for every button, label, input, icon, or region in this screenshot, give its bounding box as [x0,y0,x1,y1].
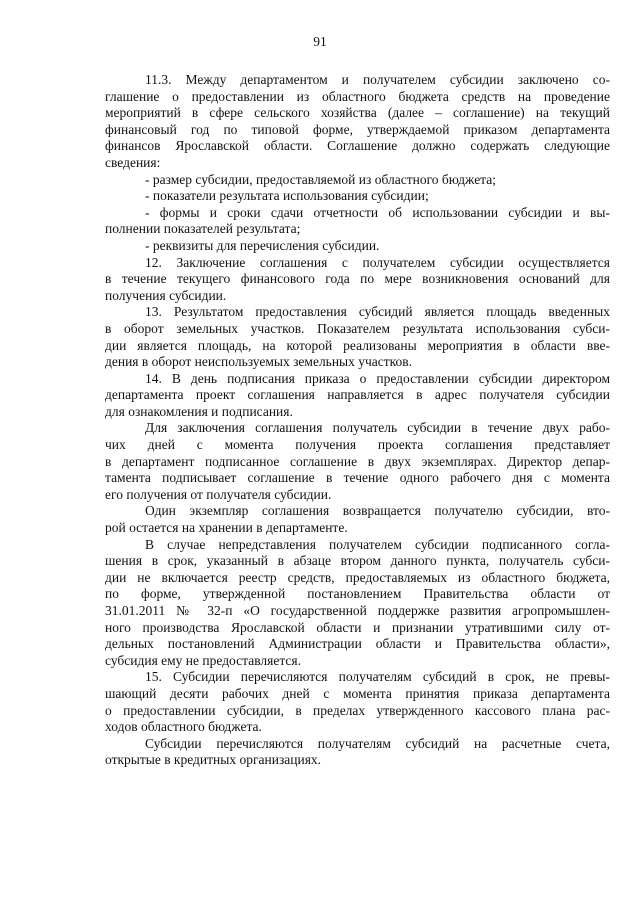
text-line: по форме, утвержденной постановлением Правительства области от [105,586,610,602]
text-line: 11.3. Между департаментом и получателем субсидии заключено со- [145,72,610,87]
text-line: - показатели результата использования субсидии; [145,188,429,204]
text-line: дии является площадь, на которой реализованы мероприятия в области вве- [105,337,610,353]
text-line: 15. Субсидии перечисляются получателям субсидий в срок, не превы- [145,669,610,685]
text-line: о предоставлении субсидии, в пределах утвержденного кассового плана рас- [105,702,610,718]
text-line: 31.01.2011 № 32-п «О государственной поддержке развития агропромышлен- [105,603,610,618]
text-line: Субсидии перечисляются получателям субсидий на расчетные счета, [145,735,610,751]
text-line: мероприятий в сфере сельского хозяйства (далее – соглашение) на текущий [105,105,610,121]
text-line: ходов областного бюджета. [105,719,262,735]
text-line: субсидия ему не предоставляется. [105,652,301,668]
text-line: полнении показателей результата; [105,221,301,237]
text-line: ного производства Ярославской области и признании утратившими силу от- [105,619,610,635]
text-line: финансовый год по типовой форме, утверждаемой приказом департамента [105,121,610,137]
text-line: - размер субсидии, предоставляемой из областного бюджета; [145,171,496,187]
text-line: департамента проект соглашения направляется в адрес получателя субсидии [105,387,610,403]
text-line: В случае непредставления получателем субсидии подписанного согла- [145,536,610,552]
text-line: рой остается на хранении в департаменте. [105,520,348,536]
text-line: шения в срок, указанный в абзаце втором данного пункта, получатель субси- [105,553,610,569]
text-line: дения в оборот неиспользуемых земельных участков. [105,354,413,370]
text-line: получения субсидии. [105,287,227,303]
text-line: его получения от получателя субсидии. [105,486,332,502]
text-line: открытые в кредитных организациях. [105,752,322,768]
text-line: в оборот земельных участков. Показателем результата использования субси- [105,320,610,336]
text-line: финансов Ярославской области. Соглашение должно содержать следующие [105,138,610,154]
text-line: тамента подписывает соглашение в течение одного рабочего дня с момента [105,470,610,486]
text-line: в течение текущего финансового года по мере возникновения оснований для [105,271,610,287]
text-line: 12. Заключение соглашения с получателем субсидии осуществляется [145,254,610,270]
text-line: глашение о предоставлении из областного бюджета средств на проведение [105,88,610,104]
text-line: для ознакомления и подписания. [105,403,293,419]
text-line: сведения: [105,154,161,170]
text-line: шающий десяти рабочих дней с момента принятия приказа департамента [105,685,610,701]
text-line: - формы и сроки сдачи отчетности об использовании субсидии и вы- [145,204,610,220]
page-number: 91 [313,34,327,49]
text-line: - реквизиты для перечисления субсидии. [145,237,380,253]
text-line: 14. В день подписания приказа о предоставлении субсидии директором [145,370,610,386]
text-line: дии не включается реестр средств, предоставляемых из областного бюджета, [105,569,610,585]
text-line: 13. Результатом предоставления субсидий является площадь введенных [145,304,610,320]
text-line: Один экземпляр соглашения возвращается получателю субсидии, вто- [145,503,610,519]
body-text [105,72,610,769]
text-line: дельных постановлений Администрации области и Правительства области», [105,636,610,652]
text-line: в департамент подписанное соглашение в двух экземплярах. Директор депар- [105,453,610,469]
text-line: Для заключения соглашения получатель субсидии в течение двух рабо- [145,420,610,436]
text-line: чих дней с момента получения проекта соглашения представляет [105,437,610,453]
